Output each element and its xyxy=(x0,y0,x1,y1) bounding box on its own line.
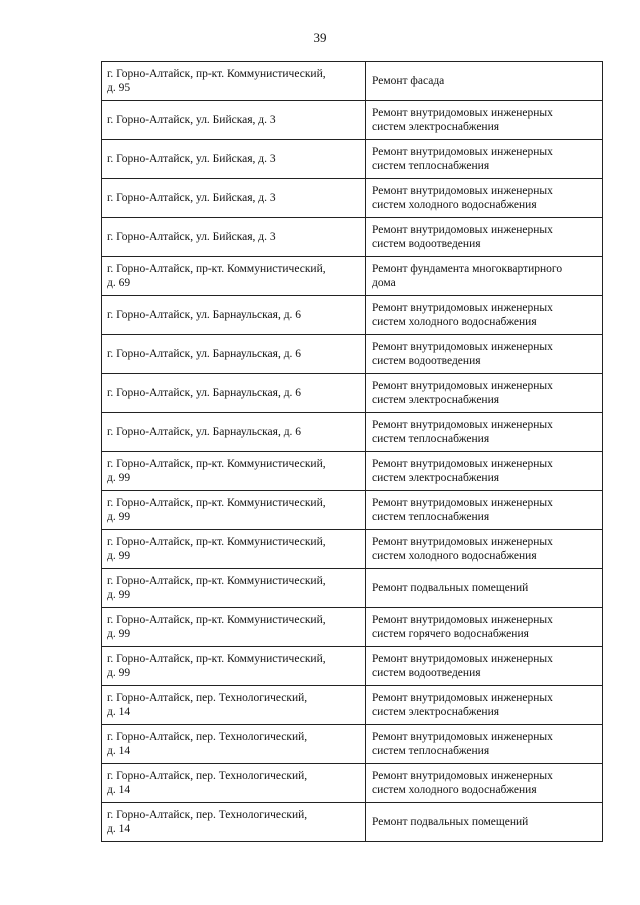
address-text: г. Горно-Алтайск, пер. Технологический, д. 14 xyxy=(107,731,308,757)
table-row xyxy=(102,374,603,413)
work-type-cell xyxy=(366,803,603,842)
address-cell xyxy=(102,608,366,647)
address-text: г. Горно-Алтайск, ул. Бийская, д. 3 xyxy=(107,114,276,126)
address-text: г. Горно-Алтайск, пр-кт. Коммунистический, д. 99 xyxy=(107,497,326,523)
repair-works-table xyxy=(101,61,603,842)
address-text: г. Горно-Алтайск, пр-кт. Коммунистический, д. 95 xyxy=(107,68,326,94)
address-text: г. Горно-Алтайск, пр-кт. Коммунистический, д. 99 xyxy=(107,614,326,640)
table-row xyxy=(102,452,603,491)
work-type-text: Ремонт подвальных помещений xyxy=(372,816,529,828)
address-text: г. Горно-Алтайск, пр-кт. Коммунистический, д. 99 xyxy=(107,575,326,601)
address-cell xyxy=(102,335,366,374)
work-type-text: Ремонт внутридомовых инженерных систем водоотведения xyxy=(372,224,553,250)
work-type-text: Ремонт фасада xyxy=(372,75,445,87)
address-cell xyxy=(102,218,366,257)
address-text: г. Горно-Алтайск, пр-кт. Коммунистический, д. 99 xyxy=(107,458,326,484)
table-row xyxy=(102,686,603,725)
table-body xyxy=(102,62,603,842)
table-row xyxy=(102,803,603,842)
address-cell xyxy=(102,413,366,452)
address-cell xyxy=(102,803,366,842)
table-row xyxy=(102,608,603,647)
page-number: 39 xyxy=(313,30,327,45)
table-row xyxy=(102,218,603,257)
address-cell xyxy=(102,725,366,764)
work-type-cell xyxy=(366,335,603,374)
table-row xyxy=(102,764,603,803)
table-row xyxy=(102,530,603,569)
work-type-cell xyxy=(366,101,603,140)
address-text: г. Горно-Алтайск, ул. Барнаульская, д. 6 xyxy=(107,426,302,438)
table-row xyxy=(102,569,603,608)
work-type-cell xyxy=(366,179,603,218)
work-type-text: Ремонт внутридомовых инженерных систем холодного водоснабжения xyxy=(372,302,553,328)
address-text: г. Горно-Алтайск, пр-кт. Коммунистический, д. 99 xyxy=(107,536,326,562)
work-type-text: Ремонт фундамента многоквартирного дома xyxy=(372,263,563,289)
work-type-text: Ремонт внутридомовых инженерных систем водоотведения xyxy=(372,341,553,367)
table-row xyxy=(102,491,603,530)
work-type-cell xyxy=(366,530,603,569)
work-type-cell xyxy=(366,296,603,335)
table-row xyxy=(102,725,603,764)
address-cell xyxy=(102,179,366,218)
address-cell xyxy=(102,647,366,686)
address-text: г. Горно-Алтайск, пер. Технологический, д. 14 xyxy=(107,770,308,796)
address-text: г. Горно-Алтайск, пр-кт. Коммунистический, д. 99 xyxy=(107,653,326,679)
address-text: г. Горно-Алтайск, пер. Технологический, д. 14 xyxy=(107,809,308,835)
work-type-cell xyxy=(366,686,603,725)
address-cell xyxy=(102,491,366,530)
address-cell xyxy=(102,686,366,725)
address-text: г. Горно-Алтайск, ул. Бийская, д. 3 xyxy=(107,153,276,165)
work-type-cell xyxy=(366,491,603,530)
work-type-cell xyxy=(366,257,603,296)
address-cell xyxy=(102,452,366,491)
work-type-cell xyxy=(366,647,603,686)
work-type-cell xyxy=(366,452,603,491)
work-type-text: Ремонт внутридомовых инженерных систем водоотведения xyxy=(372,653,553,679)
work-type-cell xyxy=(366,569,603,608)
address-text: г. Горно-Алтайск, ул. Бийская, д. 3 xyxy=(107,231,276,243)
work-type-text: Ремонт внутридомовых инженерных систем теплоснабжения xyxy=(372,146,553,172)
work-type-text: Ремонт подвальных помещений xyxy=(372,582,529,594)
work-type-text: Ремонт внутридомовых инженерных систем электроснабжения xyxy=(372,107,553,133)
address-text: г. Горно-Алтайск, ул. Барнаульская, д. 6 xyxy=(107,387,302,399)
address-cell xyxy=(102,101,366,140)
work-type-cell xyxy=(366,413,603,452)
work-type-text: Ремонт внутридомовых инженерных систем холодного водоснабжения xyxy=(372,770,553,796)
address-text: г. Горно-Алтайск, ул. Барнаульская, д. 6 xyxy=(107,309,302,321)
address-cell xyxy=(102,296,366,335)
work-type-text: Ремонт внутридомовых инженерных систем электроснабжения xyxy=(372,458,553,484)
work-type-text: Ремонт внутридомовых инженерных систем электроснабжения xyxy=(372,380,553,406)
work-type-cell xyxy=(366,608,603,647)
address-cell xyxy=(102,140,366,179)
table-row xyxy=(102,179,603,218)
work-type-cell xyxy=(366,764,603,803)
work-type-text: Ремонт внутридомовых инженерных систем теплоснабжения xyxy=(372,497,553,523)
table-row xyxy=(102,647,603,686)
address-text: г. Горно-Алтайск, ул. Бийская, д. 3 xyxy=(107,192,276,204)
work-type-cell xyxy=(366,62,603,101)
address-cell xyxy=(102,374,366,413)
address-text: г. Горно-Алтайск, пр-кт. Коммунистический, д. 69 xyxy=(107,263,326,289)
address-text: г. Горно-Алтайск, пер. Технологический, д. 14 xyxy=(107,692,308,718)
work-type-cell xyxy=(366,218,603,257)
table-row xyxy=(102,413,603,452)
address-cell xyxy=(102,764,366,803)
work-type-cell xyxy=(366,140,603,179)
work-type-cell xyxy=(366,725,603,764)
address-cell xyxy=(102,257,366,296)
table-row xyxy=(102,335,603,374)
table-row xyxy=(102,257,603,296)
work-type-text: Ремонт внутридомовых инженерных систем электроснабжения xyxy=(372,692,553,718)
address-cell xyxy=(102,62,366,101)
work-type-text: Ремонт внутридомовых инженерных систем холодного водоснабжения xyxy=(372,536,553,562)
address-cell xyxy=(102,530,366,569)
work-type-text: Ремонт внутридомовых инженерных систем теплоснабжения xyxy=(372,419,553,445)
work-type-text: Ремонт внутридомовых инженерных систем теплоснабжения xyxy=(372,731,553,757)
address-text: г. Горно-Алтайск, ул. Барнаульская, д. 6 xyxy=(107,348,302,360)
table-row xyxy=(102,296,603,335)
table-row xyxy=(102,101,603,140)
work-type-text: Ремонт внутридомовых инженерных систем горячего водоснабжения xyxy=(372,614,553,640)
work-type-text: Ремонт внутридомовых инженерных систем холодного водоснабжения xyxy=(372,185,553,211)
address-cell xyxy=(102,569,366,608)
work-type-cell xyxy=(366,374,603,413)
table-row xyxy=(102,62,603,101)
table-row xyxy=(102,140,603,179)
